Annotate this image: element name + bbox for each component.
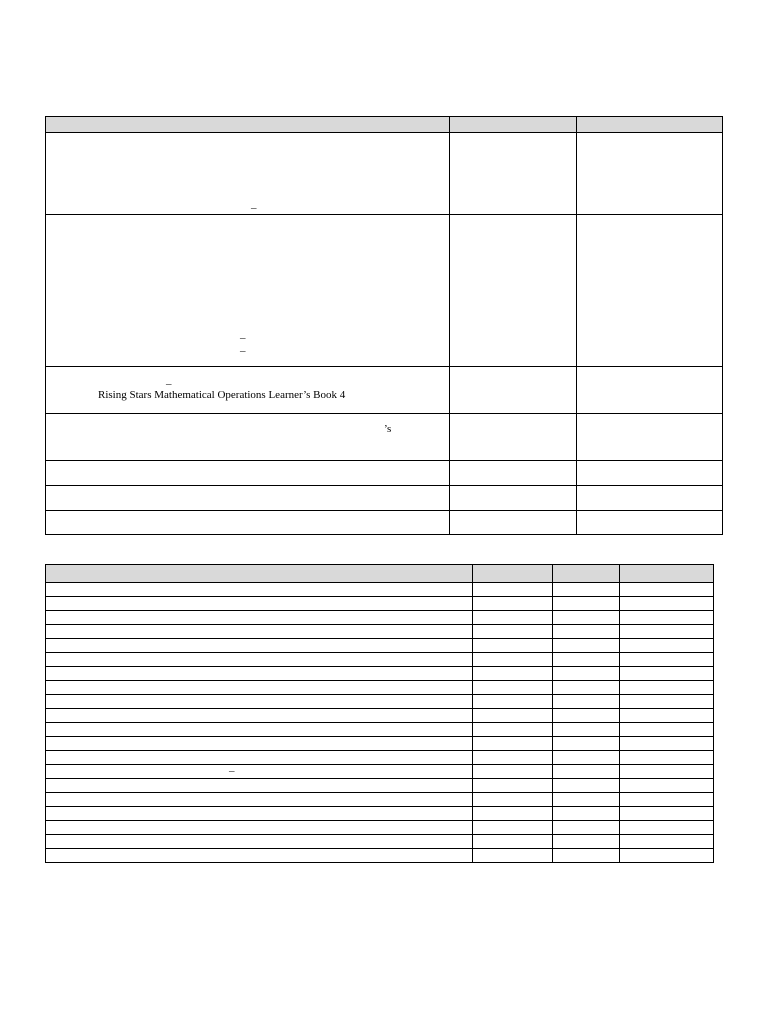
table-cell bbox=[577, 215, 723, 367]
table-cell bbox=[473, 625, 553, 639]
table-cell bbox=[577, 367, 723, 414]
table-cell bbox=[620, 611, 714, 625]
table-cell bbox=[46, 597, 473, 611]
table-cell bbox=[553, 723, 620, 737]
table-row bbox=[46, 737, 714, 751]
apostrophe-mark: ’s bbox=[384, 423, 392, 435]
table-row bbox=[46, 667, 714, 681]
table-header-row bbox=[46, 117, 723, 133]
table-cell bbox=[620, 751, 714, 765]
table-cell bbox=[553, 765, 620, 779]
table-cell bbox=[473, 639, 553, 653]
table-row bbox=[46, 709, 714, 723]
table-cell bbox=[620, 667, 714, 681]
table-row bbox=[46, 215, 723, 367]
table-cell bbox=[46, 807, 473, 821]
table-cell bbox=[553, 779, 620, 793]
table-cell bbox=[553, 821, 620, 835]
table-cell bbox=[553, 807, 620, 821]
table-row bbox=[46, 695, 714, 709]
table-cell bbox=[620, 583, 714, 597]
table-cell bbox=[553, 751, 620, 765]
table-cell bbox=[473, 695, 553, 709]
table-cell bbox=[450, 133, 577, 215]
table-cell bbox=[473, 821, 553, 835]
table-cell bbox=[46, 461, 450, 486]
table-cell bbox=[46, 751, 473, 765]
table-cell bbox=[620, 695, 714, 709]
description-cell bbox=[46, 367, 450, 414]
table-cell bbox=[620, 821, 714, 835]
table-cell bbox=[46, 667, 473, 681]
table-row bbox=[46, 597, 714, 611]
table-cell bbox=[620, 835, 714, 849]
table-cell bbox=[553, 695, 620, 709]
table-row bbox=[46, 835, 714, 849]
table-row bbox=[46, 821, 714, 835]
table-row bbox=[46, 793, 714, 807]
table-cell bbox=[577, 414, 723, 461]
table-cell bbox=[620, 653, 714, 667]
table-cell bbox=[46, 611, 473, 625]
header-cell bbox=[473, 565, 553, 583]
table-cell bbox=[473, 723, 553, 737]
dash-mark: _ bbox=[251, 198, 257, 210]
table-cell bbox=[577, 511, 723, 535]
table-cell bbox=[46, 821, 473, 835]
table-row bbox=[46, 461, 723, 486]
table-cell bbox=[473, 779, 553, 793]
table-cell bbox=[46, 639, 473, 653]
table-row bbox=[46, 511, 723, 535]
description-cell bbox=[46, 133, 450, 215]
table-cell bbox=[577, 486, 723, 511]
table-cell bbox=[473, 583, 553, 597]
table-row bbox=[46, 751, 714, 765]
table-cell bbox=[577, 133, 723, 215]
table-cell bbox=[620, 709, 714, 723]
table-cell bbox=[553, 681, 620, 695]
table-cell bbox=[46, 779, 473, 793]
table-cell bbox=[553, 709, 620, 723]
table-cell bbox=[620, 779, 714, 793]
table-cell bbox=[553, 597, 620, 611]
table-cell bbox=[553, 835, 620, 849]
description-cell bbox=[46, 215, 450, 367]
header-cell bbox=[577, 117, 723, 133]
table-cell bbox=[46, 695, 473, 709]
table-cell bbox=[577, 461, 723, 486]
table-cell bbox=[46, 849, 473, 863]
header-cell bbox=[553, 565, 620, 583]
table-row bbox=[46, 653, 714, 667]
table-row bbox=[46, 367, 723, 414]
table-cell bbox=[473, 653, 553, 667]
table-cell bbox=[473, 793, 553, 807]
table-header-row bbox=[46, 565, 714, 583]
table-cell bbox=[553, 583, 620, 597]
table-cell bbox=[620, 597, 714, 611]
table-cell bbox=[46, 793, 473, 807]
table-cell bbox=[620, 737, 714, 751]
table-cell bbox=[553, 849, 620, 863]
table-cell bbox=[473, 835, 553, 849]
main-table bbox=[45, 116, 723, 535]
table-cell bbox=[473, 765, 553, 779]
table-row bbox=[46, 807, 714, 821]
table-cell bbox=[450, 414, 577, 461]
description-cell bbox=[46, 414, 450, 461]
table-cell bbox=[553, 737, 620, 751]
table-row bbox=[46, 611, 714, 625]
table-cell bbox=[450, 486, 577, 511]
table-cell bbox=[620, 681, 714, 695]
table-row bbox=[46, 779, 714, 793]
table-cell bbox=[46, 583, 473, 597]
table-cell bbox=[46, 625, 473, 639]
table-cell bbox=[46, 486, 450, 511]
table-cell bbox=[450, 215, 577, 367]
table-cell bbox=[450, 511, 577, 535]
table-cell bbox=[473, 611, 553, 625]
table-cell bbox=[473, 849, 553, 863]
table-cell bbox=[620, 639, 714, 653]
table-row bbox=[46, 639, 714, 653]
table-cell bbox=[620, 849, 714, 863]
table-cell bbox=[473, 751, 553, 765]
table-cell bbox=[473, 681, 553, 695]
table-row bbox=[46, 133, 723, 215]
table-cell bbox=[46, 511, 450, 535]
header-cell bbox=[450, 117, 577, 133]
table-cell bbox=[46, 723, 473, 737]
table-cell bbox=[620, 793, 714, 807]
table-cell bbox=[473, 597, 553, 611]
table-cell bbox=[46, 737, 473, 751]
table-row bbox=[46, 765, 714, 779]
table-cell bbox=[553, 611, 620, 625]
table-cell bbox=[450, 367, 577, 414]
table-cell bbox=[553, 653, 620, 667]
table-cell bbox=[553, 793, 620, 807]
dash-mark: _ bbox=[229, 761, 235, 773]
dash-mark: _ bbox=[240, 341, 246, 353]
table-row bbox=[46, 723, 714, 737]
table-cell bbox=[620, 625, 714, 639]
table-row bbox=[46, 625, 714, 639]
table-row bbox=[46, 849, 714, 863]
checklist-table bbox=[45, 564, 714, 863]
header-cell bbox=[46, 565, 473, 583]
table-row bbox=[46, 414, 723, 461]
table-cell bbox=[46, 835, 473, 849]
table-cell bbox=[473, 709, 553, 723]
table-cell bbox=[620, 723, 714, 737]
table-cell bbox=[473, 737, 553, 751]
table-cell bbox=[553, 625, 620, 639]
table-cell bbox=[450, 461, 577, 486]
table-cell bbox=[553, 639, 620, 653]
table-row bbox=[46, 583, 714, 597]
table-cell bbox=[46, 761, 473, 779]
table-cell bbox=[620, 765, 714, 779]
book-title: Rising Stars Mathematical Operations Learner’s Book 4 bbox=[98, 389, 346, 401]
table-cell bbox=[620, 807, 714, 821]
table-cell bbox=[473, 807, 553, 821]
table-row bbox=[46, 681, 714, 695]
table-cell bbox=[46, 709, 473, 723]
dash-mark: _ bbox=[240, 328, 246, 340]
table-cell bbox=[553, 667, 620, 681]
table-cell bbox=[46, 681, 473, 695]
header-cell bbox=[46, 117, 450, 133]
table-cell bbox=[473, 667, 553, 681]
table-cell bbox=[46, 653, 473, 667]
table-row bbox=[46, 486, 723, 511]
dash-mark: _ bbox=[166, 374, 172, 386]
header-cell bbox=[620, 565, 714, 583]
